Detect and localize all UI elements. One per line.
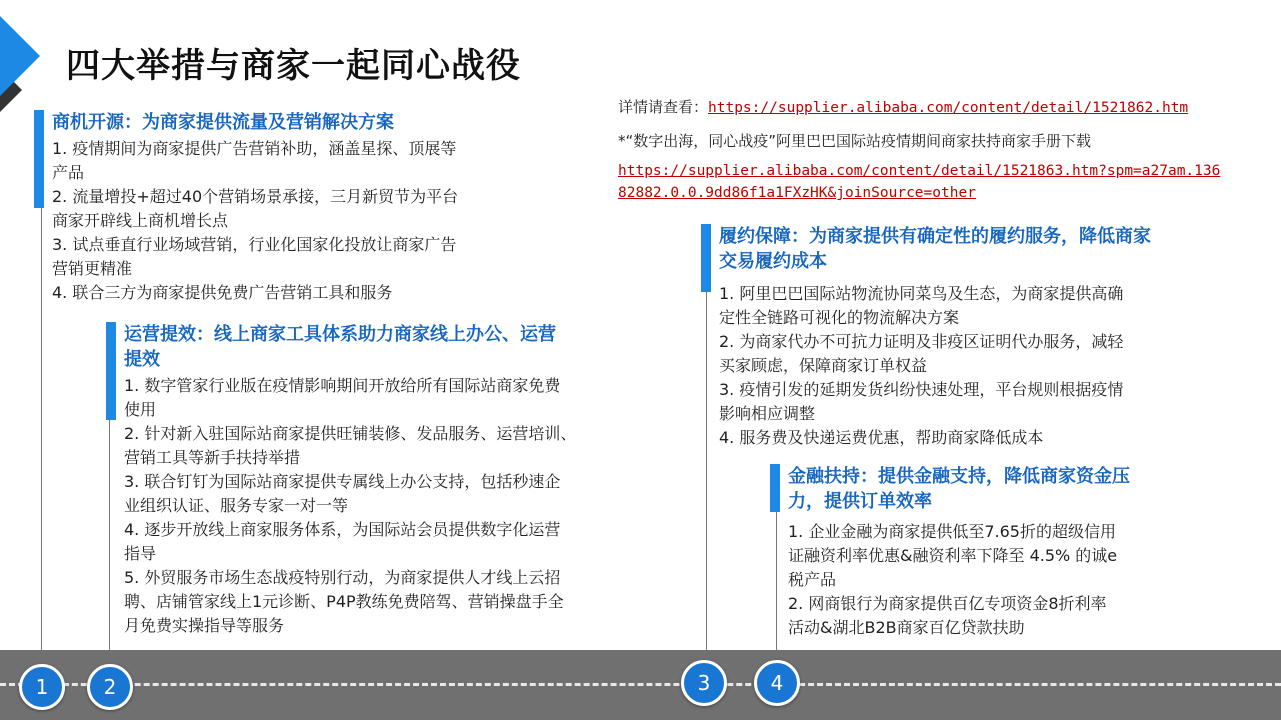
list-item — [701, 330, 1271, 378]
list-item-line: 2. 网商银行为商家提供百亿专项资金8折利率 — [788, 594, 1107, 613]
list-item-line: 商家开辟线上商机增长点 — [52, 211, 229, 230]
section-2-heading — [106, 322, 696, 372]
list-item-line: 1. 数字管家行业版在疫情影响期间开放给所有国际站商家免费 — [124, 376, 561, 395]
list-item-line: 1. 疫情期间为商家提供广告营销补助，涵盖星探、顶展等 — [52, 139, 457, 158]
section-4 — [770, 464, 1270, 640]
list-item — [770, 520, 1270, 592]
list-item-line: 证融资利率优惠&融资利率下降至 4.5% 的诚e — [788, 546, 1118, 565]
section-1 — [34, 110, 604, 305]
section-2-heading-line: 提效 — [124, 349, 160, 370]
section-2 — [106, 322, 696, 638]
list-item — [701, 426, 1271, 450]
section-3-list — [701, 282, 1271, 450]
list-item-line: 使用 — [124, 400, 157, 419]
list-item-line: 指导 — [124, 544, 157, 563]
list-item — [106, 470, 696, 518]
list-item-line: 税产品 — [788, 570, 837, 589]
reference-line-2: *“数字出海，同心战疫”阿里巴巴国际站疫情期间商家扶持商家手册下载 — [618, 132, 1092, 150]
section-1-list — [34, 137, 604, 305]
section-4-accent-bar — [770, 464, 780, 512]
list-item-line: 1. 阿里巴巴国际站物流协同菜鸟及生态，为商家提供高确 — [719, 284, 1124, 303]
reference-link-2[interactable] — [618, 160, 1220, 204]
list-item-line: 影响相应调整 — [719, 404, 816, 423]
section-3-heading — [701, 224, 1271, 274]
list-item-line: 定性全链路可视化的物流解决方案 — [719, 308, 960, 327]
list-item-line: 营销工具等新手扶持举措 — [124, 448, 301, 467]
list-item — [106, 374, 696, 422]
list-item — [701, 282, 1271, 330]
section-2-list — [106, 374, 696, 638]
reference-link-1[interactable]: https://supplier.alibaba.com/content/detail/1521862.htm — [708, 100, 1189, 116]
list-item — [34, 137, 604, 185]
list-item-line: 业组织认证、服务专家一对一等 — [124, 496, 349, 515]
corner-arrow-icon — [0, 0, 50, 120]
list-item-line: 2. 流量增投+超过40个营销场景承接，三月新贸节为平台 — [52, 187, 459, 206]
list-item — [770, 592, 1270, 640]
list-item-line: 1. 企业金融为商家提供低至7.65折的超级信用 — [788, 522, 1116, 541]
step-marker-2: 2 — [87, 664, 133, 710]
list-item-line: 4. 联合三方为商家提供免费广告营销工具和服务 — [52, 283, 393, 302]
section-3-heading-line: 交易履约成本 — [719, 251, 827, 272]
list-item-line: 3. 联合钉钉为国际站商家提供专属线上办公支持，包括秒速企 — [124, 472, 561, 491]
section-1-heading — [34, 110, 604, 135]
step-marker-3: 3 — [681, 660, 727, 706]
section-3-accent-bar — [701, 224, 711, 292]
section-4-list — [770, 520, 1270, 640]
list-item — [106, 566, 696, 638]
list-item-line: 4. 逐步开放线上商家服务体系，为国际站会员提供数字化运营 — [124, 520, 561, 539]
road-dashed-line — [0, 683, 1281, 686]
list-item-line: 3. 试点垂直行业场域营销，行业化国家化投放让商家广告 — [52, 235, 457, 254]
road-band — [0, 650, 1281, 720]
page-title: 四大举措与商家一起同心战役 — [66, 46, 521, 86]
list-item-line: 4. 服务费及快递运费优惠，帮助商家降低成本 — [719, 428, 1044, 447]
section-3 — [701, 224, 1271, 450]
list-item-line: 买家顾虑，保障商家订单权益 — [719, 356, 928, 375]
reference-line-1 — [618, 96, 1188, 117]
list-item-line: 产品 — [52, 163, 85, 182]
step-marker-1: 1 — [19, 664, 65, 710]
section-1-accent-bar — [34, 110, 44, 208]
reference-link-2-part-b[interactable]: 82882.0.0.9dd86f1a1FXzHK&joinSource=other — [618, 185, 976, 201]
list-item — [34, 233, 604, 281]
section-1-heading-line: 商机开源：为商家提供流量及营销解决方案 — [52, 112, 394, 133]
section-3-heading-line: 履约保障：为商家提供有确定性的履约服务，降低商家 — [719, 226, 1151, 247]
list-item-line: 2. 针对新入驻国际站商家提供旺铺装修、发品服务、运营培训、 — [124, 424, 577, 443]
list-item-line: 月免费实操指导等服务 — [124, 616, 285, 635]
step-marker-4: 4 — [754, 660, 800, 706]
reference-label: 详情请查看： — [618, 98, 709, 116]
list-item-line: 聘、店铺管家线上1元诊断、P4P教练免费陪驾、营销操盘手全 — [124, 592, 564, 611]
section-2-accent-bar — [106, 322, 116, 420]
section-4-heading-line: 力，提供订单效率 — [788, 491, 932, 512]
list-item-line: 2. 为商家代办不可抗力证明及非疫区证明代办服务，减轻 — [719, 332, 1124, 351]
list-item — [106, 518, 696, 566]
list-item — [34, 281, 604, 305]
list-item-line: 活动&湖北B2B商家百亿贷款扶助 — [788, 618, 1025, 637]
section-2-heading-line: 运营提效：线上商家工具体系助力商家线上办公、运营 — [124, 324, 556, 345]
list-item — [701, 378, 1271, 426]
list-item — [106, 422, 696, 470]
list-item — [34, 185, 604, 233]
section-4-heading-line: 金融扶持：提供金融支持，降低商家资金压 — [788, 466, 1130, 487]
section-4-heading — [770, 464, 1270, 514]
list-item-line: 5. 外贸服务市场生态战疫特别行动，为商家提供人才线上云招 — [124, 568, 561, 587]
reference-link-2-part-a[interactable]: https://supplier.alibaba.com/content/detail/1521863.htm?spm=a27am.136 — [618, 163, 1221, 179]
list-item-line: 3. 疫情引发的延期发货纠纷快速处理，平台规则根据疫情 — [719, 380, 1124, 399]
list-item-line: 营销更精准 — [52, 259, 133, 278]
